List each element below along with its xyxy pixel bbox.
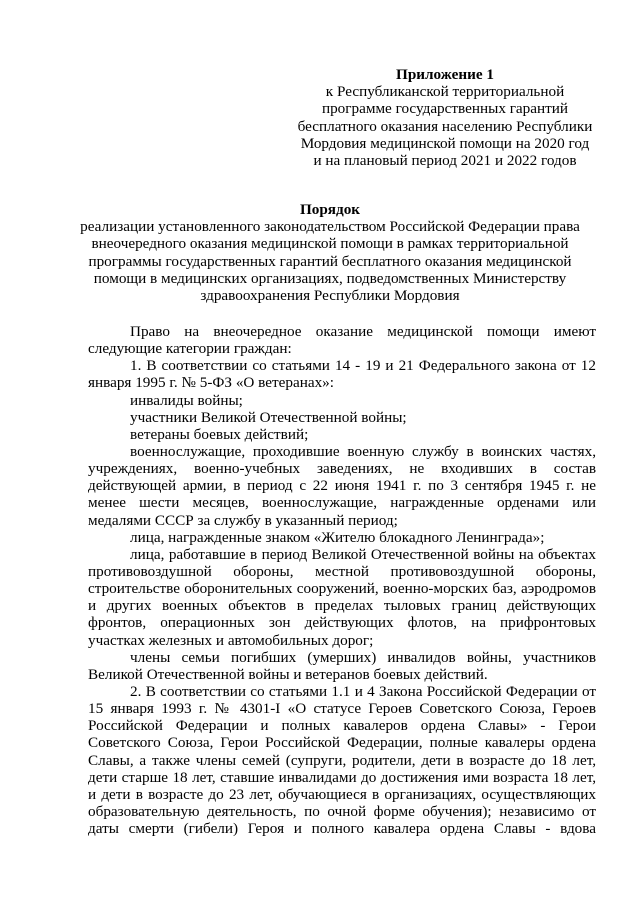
body-line: 15 января 1993 г. № 4301-I «О статусе Героев Советского Союза, Героев [88, 700, 596, 718]
heading-line: программы государственных гарантий бесплатного оказания медицинской [88, 252, 572, 270]
body-line: следующие категории граждан: [88, 340, 292, 358]
body-line: учреждениях, военно-учебных заведениях, не входивших в состав [88, 460, 596, 478]
body-line: лица, работавшие в период Великой Отечественной войны на объектах [130, 545, 596, 563]
document-body [88, 323, 596, 837]
body-line: инвалиды войны; [130, 391, 243, 409]
body-line: строительстве оборонительных сооружений, военно-морских баз, аэродромов [88, 580, 596, 598]
body-line: Советского Союза, Герои Российской Федерации, полные кавалеры ордена [88, 734, 596, 752]
appendix-title: Приложение 1 [396, 66, 494, 83]
body-line: дети старше 18 лет, ставшие инвалидами до достижения ими возраста 18 лет, [88, 768, 596, 786]
heading-line: реализации установленного законодательством Российской Федерации права [80, 218, 580, 236]
heading-line: помощи в медицинских организациях, подведомственных Министерству [93, 269, 567, 287]
body-line: военнослужащие, проходившие военную службу в воинских частях, [130, 442, 596, 460]
body-line: Славы, а также члены семей (супруги, родители, дети в возрасте до 18 лет, [88, 751, 596, 769]
appendix-line: и на плановый период 2021 и 2022 годов [313, 152, 577, 170]
body-line: фронтов, операционных зон действующих флотов, на прифронтовых [88, 614, 596, 632]
heading-title: Порядок [299, 201, 361, 218]
body-line: члены семьи погибших (умерших) инвалидов войны, участников [130, 648, 596, 666]
body-line: и дети в возрасте до 23 лет, обучающиеся в организациях, осуществляющих [88, 785, 596, 803]
body-line: образовательную деятельность, по очной форме обучения); независимо от [88, 802, 596, 820]
body-line: действующей армии, в период с 22 июня 1941 г. по 3 сентября 1945 г. не [88, 477, 596, 495]
body-line: медалями СССР за службу в указанный период; [88, 511, 398, 529]
body-line: менее шести месяцев, военнослужащие, награжденные орденами или [88, 494, 596, 512]
body-line: января 1995 г. № 5-ФЗ «О ветеранах»: [88, 374, 334, 392]
body-line: лица, награжденные знаком «Жителю блокадного Ленинграда»; [130, 528, 545, 546]
body-line: Великой Отечественной войны и ветеранов боевых действий. [88, 665, 488, 683]
body-line: противовоздушной обороны, местной противовоздушной обороны, [88, 562, 596, 580]
body-line: Право на внеочередное оказание медицинской помощи имеют [130, 323, 596, 340]
body-line: и других военных объектов в пределах тыловых границ действующих [88, 597, 596, 615]
document-heading [60, 201, 600, 304]
appendix-line: программе государственных гарантий [321, 100, 569, 118]
appendix-line: Мордовия медицинской помощи на 2020 год [300, 134, 590, 152]
body-line: даты смерти (гибели) Героя и полного кавалера ордена Славы - вдова [88, 820, 596, 838]
body-line: 1. В соответствии со статьями 14 - 19 и 21 Федерального закона от 12 [130, 357, 596, 375]
appendix-line: бесплатного оказания населению Республики [297, 117, 593, 135]
body-line: 2. В соответствии со статьями 1.1 и 4 Закона Российской Федерации от [130, 682, 596, 700]
appendix-header [290, 66, 600, 169]
heading-line: здравоохранения Республики Мордовия [200, 287, 460, 305]
body-line: участники Великой Отечественной войны; [130, 408, 407, 426]
body-line: ветераны боевых действий; [130, 425, 309, 443]
body-line: Российской Федерации и полных кавалеров ордена Славы» - Герои [88, 717, 596, 735]
appendix-line: к Республиканской территориальной [325, 83, 565, 101]
body-line: участках железных и автомобильных дорог; [88, 631, 374, 649]
heading-line: внеочередного оказания медицинской помощи в рамках территориальной [91, 235, 569, 253]
